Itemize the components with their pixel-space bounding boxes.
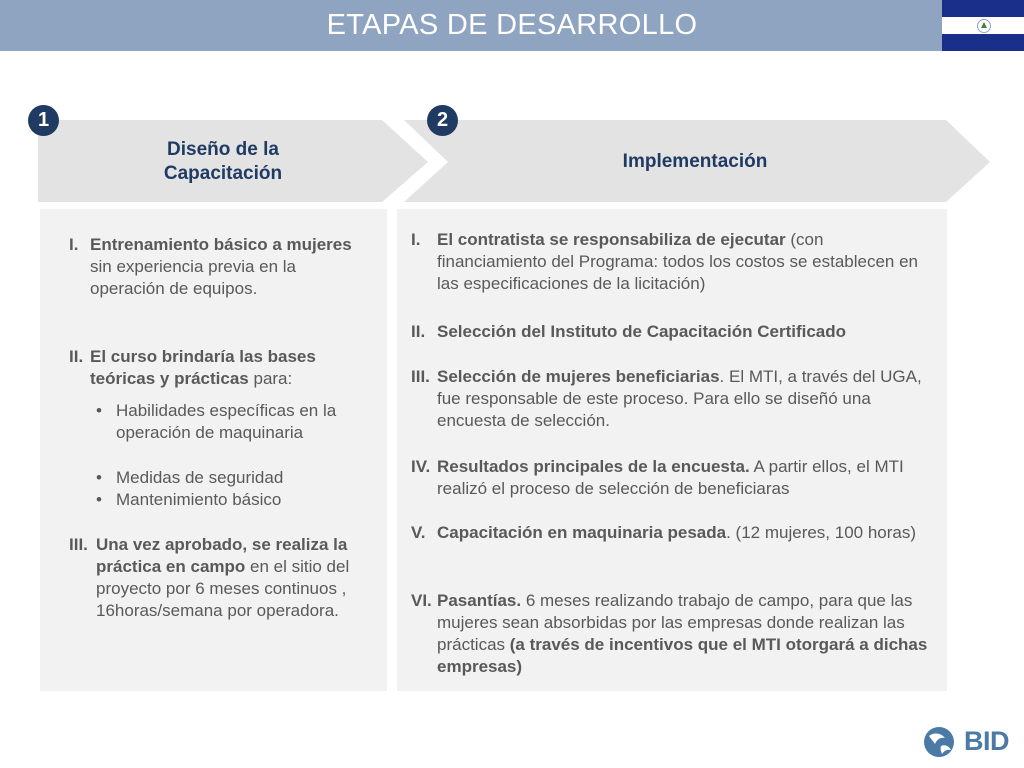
page-title: ETAPAS DE DESARROLLO <box>326 9 698 41</box>
bullet-item: • Mantenimiento básico <box>96 490 282 509</box>
list-item: II. Selección del Instituto de Capacitación Certificado <box>411 322 847 341</box>
bullet-item: • Medidas de seguridad <box>96 468 284 487</box>
bullet-item: • Habilidades específicas en la operación de maquinaria <box>96 401 337 442</box>
step-1-label: Diseño de la Capacitación <box>163 139 283 184</box>
list-item: I. El contratista se responsabiliza de ejecutar (con financiamiento del Programa: todos los costos se establecen en las especificaciones de la licitación) <box>411 230 918 293</box>
nicaragua-flag-icon <box>942 0 1024 51</box>
list-item: I. Entrenamiento básico a mujeres sin experiencia previa en la operación de equipos. <box>69 235 352 298</box>
list-item: III. Selección de mujeres beneficiarias. El MTI, a través del UGA, fue responsable de este proceso. Para ello se diseñó una encuesta de selección. <box>411 367 922 430</box>
step-1-badge: 1 <box>28 105 59 136</box>
step-2-badge: 2 <box>427 105 458 136</box>
list-item: IV. Resultados principales de la encuesta. A partir ellos, el MTI realizó el proceso de selección de beneficiaras <box>411 457 904 498</box>
list-item: III. Una vez aprobado, se realiza la práctica en campo en el sitio del proyecto por 6 meses continuos , 16horas/semana por operadora. <box>69 535 350 620</box>
bid-logo-text: BID <box>964 726 1009 756</box>
list-item: VI. Pasantías. 6 meses realizando trabajo de campo, para que las mujeres sean absorbidas por las empresas donde realizan las prácticas (a través de incentivos que el MTI otorgará a dichas empresas) <box>411 591 928 676</box>
list-item: V. Capacitación en maquinaria pesada. (12 mujeres, 100 horas) <box>411 523 917 542</box>
step-2-label: Implementación <box>622 151 768 172</box>
list-item: II. El curso brindaría las bases teóricas y prácticas para: <box>69 347 316 388</box>
